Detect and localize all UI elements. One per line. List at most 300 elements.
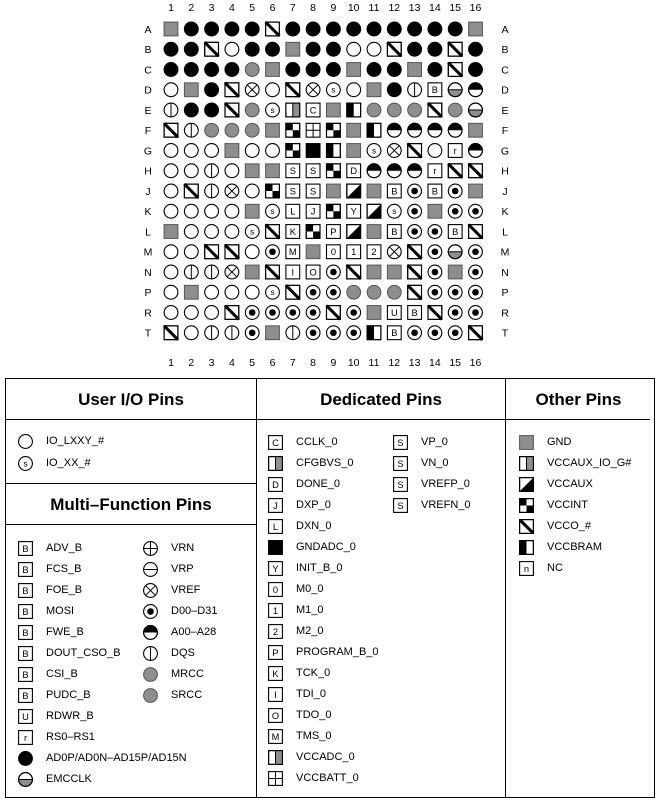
pin-L10	[347, 225, 361, 239]
letter-P-square-icon	[268, 645, 283, 660]
legend-item-label: DOUT_CSO_B	[46, 647, 121, 659]
svg-text:P: P	[272, 647, 279, 658]
svg-text:s: s	[270, 207, 275, 217]
pin-A9	[327, 22, 341, 36]
clock-capable-pin-icon	[408, 103, 422, 117]
vcco-pin-icon	[327, 306, 341, 320]
svg-text:B: B	[22, 543, 29, 554]
ad-pin-icon	[184, 42, 198, 56]
address-pin-icon	[469, 83, 483, 97]
row-label: T	[144, 327, 152, 340]
user-io-title: User I/O Pins	[78, 390, 184, 409]
pin-C13	[408, 63, 422, 77]
svg-text:1: 1	[351, 247, 357, 258]
vccint-checker-icon	[286, 144, 300, 158]
legend-item-label: VRP	[171, 563, 194, 575]
svg-text:0: 0	[272, 584, 279, 595]
data-pin-icon	[448, 285, 462, 299]
gndadc-filled-square-icon	[306, 144, 320, 158]
gnd-pin-icon	[448, 265, 462, 279]
pin-G11	[367, 144, 381, 158]
pin-B13	[408, 42, 422, 56]
ad-pin-icon	[266, 42, 280, 56]
column-label: 16	[469, 2, 482, 14]
letter-D-square-icon	[347, 164, 361, 178]
legend-item	[18, 453, 91, 473]
svg-text:B: B	[22, 648, 29, 659]
pin-A13	[408, 22, 422, 36]
io-s-pin-icon	[266, 204, 280, 218]
io-pin-icon	[225, 285, 239, 299]
legend-item	[268, 558, 342, 578]
svg-text:S: S	[289, 166, 296, 177]
pin-C7	[286, 63, 300, 77]
data-pin-icon	[469, 306, 483, 320]
legend-item-label: GNDADC_0	[296, 541, 356, 553]
row-label: K	[144, 206, 152, 219]
ad-pin-icon	[286, 22, 300, 36]
divider	[6, 483, 256, 484]
pin-A10	[347, 22, 361, 36]
column-label: 15	[449, 2, 462, 14]
clock-capable-pin-icon	[143, 688, 158, 703]
row-label: D	[144, 84, 152, 97]
pin-L7	[286, 225, 300, 239]
ad-pin-icon	[286, 63, 300, 77]
column-label: 9	[330, 357, 337, 369]
pin-R16	[469, 306, 483, 320]
pin-B2	[184, 42, 198, 56]
letter-n-square-icon	[519, 561, 534, 576]
pin-F6	[266, 123, 280, 137]
svg-text:B: B	[431, 85, 439, 96]
pin-A12	[387, 22, 401, 36]
pin-P1	[164, 285, 178, 299]
address-pin-icon	[367, 164, 381, 178]
dqs-pin-icon	[205, 184, 219, 198]
vccbram-square-icon	[327, 144, 341, 158]
row-label: A	[144, 23, 152, 36]
legend-item	[18, 664, 78, 684]
svg-text:U: U	[22, 711, 29, 722]
io-pin-icon	[164, 306, 178, 320]
ad-pin-icon	[327, 22, 341, 36]
row-label: J	[145, 185, 151, 198]
io-pin-icon	[205, 204, 219, 218]
letter-B-square-icon	[387, 326, 401, 340]
pin-H13	[408, 164, 422, 178]
io-pin-icon	[347, 83, 361, 97]
vccint-checker-icon	[306, 225, 320, 239]
io-pin-icon	[184, 204, 198, 218]
letter-K-square-icon	[268, 666, 283, 681]
svg-text:M: M	[271, 731, 280, 742]
legend-item	[18, 580, 82, 600]
io-pin-icon	[184, 306, 198, 320]
legend-item	[18, 643, 121, 663]
pin-H15	[448, 164, 462, 178]
letter-0-square-icon	[268, 582, 283, 597]
ad-pin-icon	[245, 22, 259, 36]
pin-H16	[469, 164, 483, 178]
pin-F8	[306, 123, 320, 137]
pin-H6	[266, 164, 280, 178]
legend-item-label: CFGBVS_0	[296, 457, 354, 469]
legend-item	[268, 684, 326, 704]
pin-C5	[245, 63, 259, 77]
legend-item	[18, 685, 91, 705]
pin-J6	[266, 184, 280, 198]
pin-G2	[184, 144, 198, 158]
legend-item	[268, 768, 359, 788]
svg-text:J: J	[273, 500, 278, 511]
clock-capable-pin-icon	[245, 123, 259, 137]
ad-pin-icon	[225, 22, 239, 36]
legend-item-label: DXP_0	[296, 499, 331, 511]
pin-H9	[327, 164, 341, 178]
pin-D6	[266, 83, 280, 97]
row-label: P	[501, 287, 509, 300]
gnd-pin-icon	[225, 144, 239, 158]
svg-text:S: S	[397, 479, 404, 490]
pin-B15	[448, 42, 462, 56]
vcco-pin-icon	[519, 519, 534, 534]
pin-R4	[225, 306, 239, 320]
legend-item-label: IO_XX_#	[46, 457, 91, 469]
pin-N9	[327, 265, 341, 279]
pin-T15	[448, 326, 462, 340]
legend-item	[519, 495, 588, 515]
io-pin-icon	[184, 225, 198, 239]
pin-G15	[448, 144, 462, 158]
ad-pin-icon	[164, 63, 178, 77]
svg-text:s: s	[371, 146, 377, 156]
pin-M4	[225, 245, 239, 259]
letter-2-square-icon	[268, 624, 283, 639]
pin-M8	[306, 245, 320, 259]
dqs-pin-icon	[225, 326, 239, 340]
io-pin-icon	[428, 144, 442, 158]
legend-item-label: AD0P/AD0N–AD15P/AD15N	[46, 752, 187, 764]
column-label: 4	[228, 357, 235, 369]
legend-item	[143, 538, 194, 558]
pin-N12	[387, 265, 401, 279]
pin-T2	[184, 326, 198, 340]
letter-Y-square-icon	[268, 561, 283, 576]
pin-E8	[306, 103, 320, 117]
pin-R1	[164, 306, 178, 320]
legend-item	[519, 453, 631, 473]
column-label: 7	[289, 357, 296, 369]
gnd-pin-icon	[469, 123, 483, 137]
vccint-checker-icon	[266, 184, 280, 198]
pin-D10	[347, 83, 361, 97]
pin-D9	[327, 83, 341, 97]
letter-U-square-icon	[387, 306, 401, 320]
vrp-pin-icon	[143, 562, 158, 577]
pin-A15	[448, 22, 462, 36]
legend-item-label: M1_0	[296, 604, 324, 616]
pin-N4	[225, 265, 239, 279]
pin-D8	[306, 83, 320, 97]
pin-B10	[347, 42, 361, 56]
column-label: 14	[429, 357, 441, 369]
pin-J13	[408, 184, 422, 198]
pin-N2	[184, 265, 198, 279]
column-label: 8	[310, 357, 317, 369]
pin-H3	[205, 164, 219, 178]
clock-capable-pin-icon	[143, 667, 158, 682]
letter-B-square-icon	[428, 184, 442, 198]
pin-A11	[367, 22, 381, 36]
legend-item-label: NC	[547, 562, 563, 574]
data-pin-icon	[306, 326, 320, 340]
legend-item	[18, 622, 84, 642]
svg-text:s: s	[331, 85, 336, 95]
dqs-pin-icon	[164, 103, 178, 117]
legend-item-label: RDWR_B	[46, 710, 94, 722]
data-pin-icon	[428, 326, 442, 340]
pin-B1	[164, 42, 178, 56]
address-pin-icon	[408, 164, 422, 178]
emcclk-pin-icon	[448, 83, 462, 97]
pin-G16	[469, 144, 483, 158]
ad-pin-icon	[245, 42, 259, 56]
legend-item-label: VREF	[171, 584, 201, 596]
pin-F10	[347, 123, 361, 137]
clock-capable-pin-icon	[367, 103, 381, 117]
vcco-pin-icon	[448, 164, 462, 178]
legend-item	[519, 474, 593, 494]
ad-pin-icon	[164, 42, 178, 56]
pin-J7	[286, 184, 300, 198]
legend-item	[268, 474, 340, 494]
letter-B-square-icon	[18, 583, 33, 598]
ad-pin-icon	[306, 63, 320, 77]
vcco-pin-icon	[225, 245, 239, 259]
pin-F13	[408, 123, 422, 137]
data-pin-icon	[448, 184, 462, 198]
vcco-pin-icon	[184, 184, 198, 198]
letter-M-square-icon	[268, 729, 283, 744]
row-label: N	[501, 266, 509, 279]
pin-C8	[306, 63, 320, 77]
gnd-pin-icon	[408, 63, 422, 77]
svg-text:B: B	[411, 307, 418, 318]
pin-T6	[266, 326, 280, 340]
vcco-pin-icon	[164, 326, 178, 340]
legend-item-label: VP_0	[421, 436, 448, 448]
row-label: G	[500, 145, 510, 158]
legend-item-label: ADV_B	[46, 542, 83, 554]
ad-pin-icon	[469, 63, 483, 77]
legend-item	[143, 622, 216, 642]
data-pin-icon	[327, 326, 341, 340]
pin-D13	[408, 83, 422, 97]
gnd-pin-icon	[367, 265, 381, 279]
io-s-pin-icon	[367, 144, 381, 158]
legend-item	[143, 643, 195, 663]
pin-P4	[225, 285, 239, 299]
pin-L15	[448, 225, 462, 239]
column-label: 1	[168, 2, 174, 14]
pinout-grid	[0, 0, 658, 372]
vccaux-triangle-icon	[519, 477, 534, 492]
legend-item-label: MOSI	[46, 605, 75, 617]
data-pin-icon	[306, 285, 320, 299]
vcco-pin-icon	[408, 144, 422, 158]
vccbram-square-icon	[367, 123, 381, 137]
vref-pin-icon	[306, 83, 320, 97]
pin-A3	[205, 22, 219, 36]
data-pin-icon	[327, 265, 341, 279]
pin-J12	[387, 184, 401, 198]
svg-text:S: S	[309, 186, 317, 197]
data-pin-icon	[245, 306, 259, 320]
ad-pin-icon	[205, 83, 219, 97]
letter-K-square-icon	[286, 225, 300, 239]
legend-item-label: VRN	[171, 542, 195, 554]
pin-G1	[164, 144, 178, 158]
pin-C14	[428, 63, 442, 77]
pin-K8	[306, 204, 320, 218]
ad-pin-icon	[184, 103, 198, 117]
pin-G13	[408, 144, 422, 158]
pin-N16	[469, 265, 483, 279]
data-pin-icon	[469, 265, 483, 279]
svg-text:B: B	[391, 328, 398, 339]
gnd-pin-icon	[327, 103, 341, 117]
legend-item	[143, 580, 200, 600]
legend-item	[18, 601, 74, 621]
clock-capable-pin-icon	[367, 285, 381, 299]
data-pin-icon	[428, 225, 442, 239]
pin-J14	[428, 184, 442, 198]
pin-G14	[428, 144, 442, 158]
column-label: 5	[249, 357, 256, 369]
io-s-pin-icon	[387, 204, 401, 218]
column-label: 3	[208, 357, 215, 369]
legend-item-label: VCCO_#	[547, 520, 592, 532]
divider	[6, 419, 650, 420]
vcco-pin-icon	[428, 103, 442, 117]
svg-text:B: B	[22, 564, 29, 575]
clock-capable-pin-icon	[448, 103, 462, 117]
svg-text:2: 2	[371, 247, 377, 258]
pin-E1	[164, 103, 178, 117]
pin-T14	[428, 326, 442, 340]
pin-R14	[428, 306, 442, 320]
pin-M9	[327, 245, 341, 259]
pin-N10	[347, 265, 361, 279]
data-pin-icon	[428, 245, 442, 259]
pin-E4	[225, 103, 239, 117]
row-label: P	[144, 287, 152, 300]
dqs-pin-icon	[143, 646, 158, 661]
svg-text:K: K	[272, 668, 279, 679]
half-filled-square-icon	[519, 456, 534, 471]
column-label: 16	[469, 357, 482, 369]
pin-R10	[347, 306, 361, 320]
pin-F15	[448, 123, 462, 137]
pin-D14	[428, 83, 442, 97]
data-pin-icon	[286, 306, 300, 320]
legend-item-label: FWE_B	[46, 626, 84, 638]
letter-1-square-icon	[268, 603, 283, 618]
legend-item-label: M0_0	[296, 583, 324, 595]
legend-item	[268, 726, 331, 746]
column-label: 14	[429, 2, 441, 14]
column-label: 3	[208, 2, 215, 14]
svg-text:M: M	[288, 247, 297, 258]
data-pin-icon	[143, 604, 158, 619]
gnd-pin-icon	[164, 22, 178, 36]
pin-P16	[469, 285, 483, 299]
svg-text:B: B	[22, 690, 29, 701]
pin-J4	[225, 184, 239, 198]
vcco-pin-icon	[225, 103, 239, 117]
pin-A16	[469, 22, 483, 36]
data-pin-icon	[469, 245, 483, 259]
pin-C11	[367, 63, 381, 77]
pin-L4	[225, 225, 239, 239]
row-label: T	[501, 327, 509, 340]
svg-text:S: S	[397, 500, 404, 511]
letter-B-square-icon	[18, 667, 33, 682]
legend-item	[18, 727, 95, 747]
legend-item-label: PROGRAM_B_0	[296, 646, 379, 658]
pin-K1	[164, 204, 178, 218]
dqs-pin-icon	[184, 265, 198, 279]
pin-J11	[367, 184, 381, 198]
pin-B12	[387, 42, 401, 56]
vccint-checker-icon	[286, 123, 300, 137]
divider	[6, 524, 256, 525]
ad-pin-icon	[184, 22, 198, 36]
legend-item	[268, 495, 331, 515]
pin-D15	[448, 83, 462, 97]
gnd-pin-icon	[387, 265, 401, 279]
gnd-pin-icon	[184, 83, 198, 97]
letter-J-square-icon	[306, 204, 320, 218]
pin-F9	[327, 123, 341, 137]
pin-G7	[286, 144, 300, 158]
pin-H2	[184, 164, 198, 178]
pin-E12	[387, 103, 401, 117]
pin-M1	[164, 245, 178, 259]
legend-item	[519, 558, 563, 578]
io-s-pin-icon	[266, 285, 280, 299]
pin-F2	[184, 123, 198, 137]
ad-pin-icon	[408, 42, 422, 56]
pin-M2	[184, 245, 198, 259]
vcco-pin-icon	[205, 245, 219, 259]
row-label: K	[501, 206, 509, 219]
pin-M15	[448, 245, 462, 259]
legend-item-label: VN_0	[421, 457, 449, 469]
pin-K14	[428, 204, 442, 218]
ad-pin-icon	[428, 22, 442, 36]
io-pin-icon	[245, 184, 259, 198]
svg-text:C: C	[272, 437, 279, 448]
pin-E11	[367, 103, 381, 117]
ad-pin-icon	[387, 63, 401, 77]
pin-L11	[367, 225, 381, 239]
io-pin-icon	[367, 42, 381, 56]
pin-M6	[266, 245, 280, 259]
pin-K15	[448, 204, 462, 218]
pin-R2	[184, 306, 198, 320]
